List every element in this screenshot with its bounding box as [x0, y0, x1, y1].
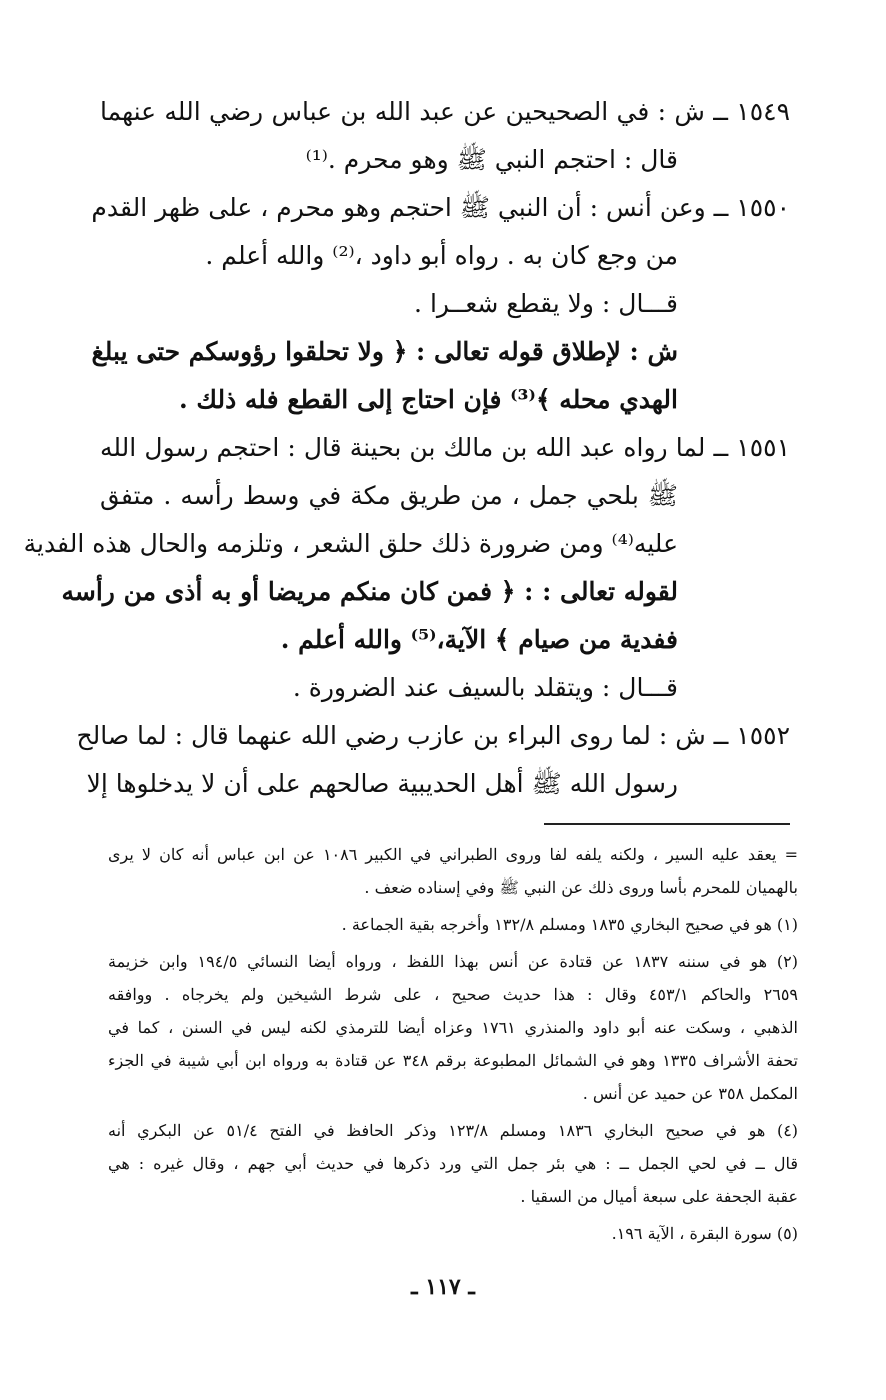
main-line: من وجع كان به . رواه أبو داود ،⁽²⁾ والله أعلم . [205, 241, 678, 270]
main-line: قال : احتجم النبي ﷺ وهو محرم .⁽¹⁾ [305, 145, 678, 174]
footnote-5: (٥) سورة البقرة ، الآية ١٩٦. [611, 1224, 798, 1243]
footnote-2: (٢) هو في سننه ١٨٣٧ عن قتادة عن أنس بهذا اللفظ ، ورواه أيضا النسائي ١٩٤/٥ وابن خزيمة [108, 952, 798, 971]
footnote-line: الذهبي ، وسكت عنه أبو داود والمنذري ١٧٦١ وعزاه أيضا للترمذي لكنه ليس في السنن ، كما في [108, 1018, 798, 1037]
footnote-line: بالهميان للمحرم بأسا وروى ذلك عن النبي ﷺ وفي إسناده ضعف . [364, 878, 798, 897]
footnote-separator [544, 823, 790, 825]
main-line: ١٥٥٢ ــ ش : لما روى البراء بن عازب رضي الله عنهما قال : لما صالح [76, 721, 790, 750]
footnote-line: ٢٦٥٩ والحاكم ٤٥٣/١ وقال : هذا حديث صحيح ، على شرط الشيخين ولم يخرجاه . ووافقه [108, 985, 798, 1004]
main-line: الهدي محله ﴾⁽³⁾ فإن احتاج إلى القطع فله ذلك . [178, 385, 678, 414]
main-line: لقوله تعالى : : ﴿ فمن كان منكم مريضا أو به أذى من رأسه [61, 577, 678, 606]
main-line: قـــال : ويتقلد بالسيف عند الضرورة . [292, 673, 678, 702]
footnote-line: تحفة الأشراف ١٣٣٥ وهو في الشمائل المطبوعة برقم ٣٤٨ عن قتادة به ورواه ابن أبي شيبة في الجزء [108, 1051, 799, 1070]
main-text [23, 88, 790, 808]
main-line: قـــال : ولا يقطع شعــرا . [414, 289, 678, 318]
main-line: عليه⁽⁴⁾ ومن ضرورة ذلك حلق الشعر ، وتلزمه والحال هذه الفدية [23, 529, 678, 558]
main-line: ففدية من صيام ﴾ الآية،⁽⁵⁾ والله أعلم . [280, 625, 678, 654]
footnote-1: (١) هو في صحيح البخاري ١٨٣٥ ومسلم ١٣٢/٨ وأخرجه بقية الجماعة . [341, 915, 798, 934]
main-line: ١٥٥١ ــ لما رواه عبد الله بن مالك بن بحينة قال : احتجم رسول الله [100, 433, 790, 462]
footnote-line: عقبة الجحفة على سبعة أميال من السقيا . [520, 1187, 798, 1206]
footnote-line: = يعقد عليه السير ، ولكنه يلفه لفا وروى الطبراني في الكبير ١٠٨٦ عن ابن عباس أنه كان لا يرى [108, 845, 798, 864]
footnote-line: قال ــ في لحي الجمل ــ : هي بئر جمل التي ورد ذكرها في حديث أبي جهم ، وقال غيره : هي [108, 1154, 798, 1173]
main-line: رسول الله ﷺ أهل الحديبية صالحهم على أن لا يدخلوها إلا [86, 769, 678, 798]
page-number: ـ ١١٧ ـ [411, 1274, 475, 1300]
main-line: ١٥٤٩ ــ ش : في الصحيحين عن عبد الله بن عباس رضي الله عنهما [100, 97, 790, 126]
main-line: ١٥٥٠ ــ وعن أنس : أن النبي ﷺ احتجم وهو محرم ، على ظهر القدم [91, 193, 790, 222]
footnote-4: (٤) هو في صحيح البخاري ١٨٣٦ ومسلم ١٢٣/٨ وذكر الحافظ في الفتح ٥١/٤ عن البكري أنه [108, 1121, 799, 1140]
main-line: ش : لإطلاق قوله تعالى : ﴿ ولا تحلقوا رؤوسكم حتى يبلغ [91, 337, 678, 366]
footnote-line: المكمل ٣٥٨ عن حميد عن أنس . [582, 1084, 798, 1103]
main-line: ﷺ بلحي جمل ، من طريق مكة في وسط رأسه . متفق [100, 481, 678, 510]
footnotes [108, 838, 798, 1250]
